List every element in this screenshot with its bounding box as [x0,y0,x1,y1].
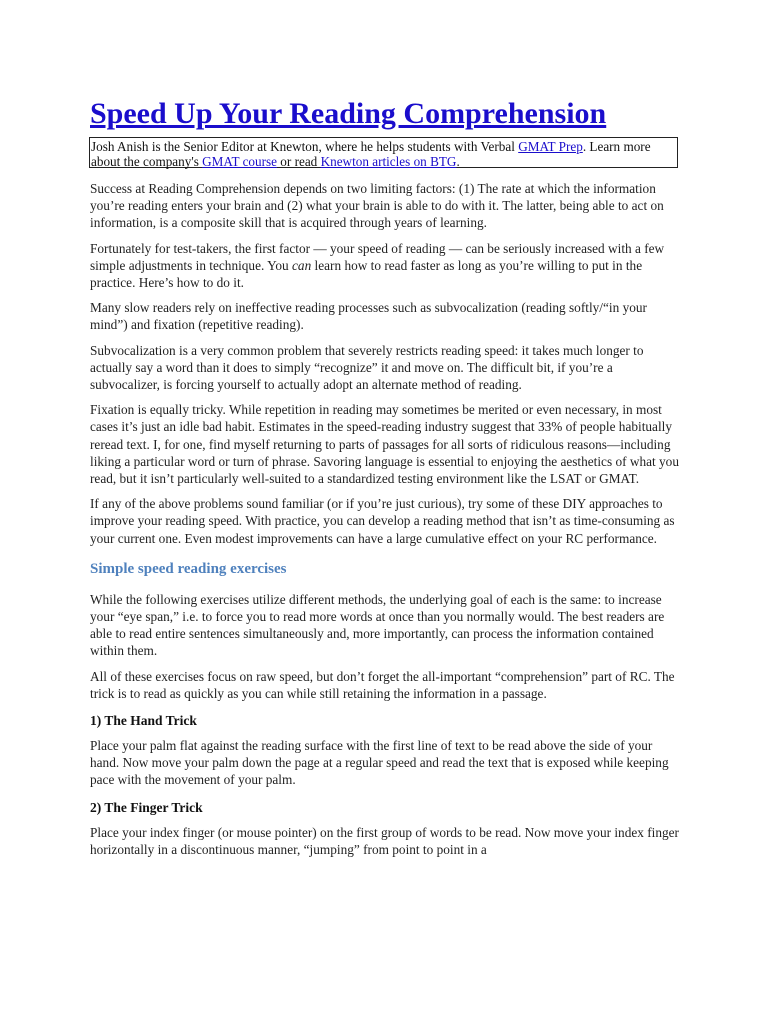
exercise-2-heading: 2) The Finger Trick [90,799,203,815]
paragraph-factor [90,240,682,292]
bio-text-1: Josh Anish is the Senior Editor at Knewton, where he helps students with Verbal [91,139,519,154]
section-heading: Simple speed reading exercises [90,560,287,577]
bio-text-3: or read [277,154,321,169]
paragraph-exercises-goal: While the following exercises utilize different methods, the underlying goal of each is the same: to increase your “eye span,” i.e. to force you to read more words at once than you normally would. The best readers are able to read entire sentences simultaneously and, more importantly, can process the information contained within them. [90,591,665,659]
paragraph-raw-speed: All of these exercises focus on raw speed, but don’t forget the all-important “comprehension” part of RC. The trick is to read as quickly as you can while still retaining the information in a passage. [90,668,675,701]
paragraph-fixation: Fixation is equally tricky. While repetition in reading may sometimes be merited or even necessary, in most cases it’s just an idle bad habit. Estimates in the speed-reading industry suggest that 33% of people habitually reread text. I, for one, find myself returning to parts of passages for all sorts of ridiculous reasons—including liking a particular word or turn of phrase. Savoring language is essential to enjoying the aesthetics of what you read, but it isn’t particularly well-suited to a standardized testing environment like the LSAT or GMAT. [90,402,679,487]
paragraph-factor-b: learn how to read faster as long as you’re willing to put in the practice. Here’s how to do it. [90,257,643,291]
exercise-2-text: Place your index finger (or mouse pointer) on the first group of words to be read. Now move your index finger horizontally in a discontinuous manner, “jumping” from point to point in a [90,824,679,857]
paragraph-factor-emphasis: can [292,257,312,273]
knewton-articles-link[interactable]: Knewton articles on BTG [320,154,457,169]
exercise-1-text: Place your palm flat against the reading surface with the first line of text to be read above the side of your hand. Now move your palm down the page at a regular speed and read the text that is exposed while keeping pace with the movement of your palm. [90,738,669,788]
paragraph-intro: Success at Reading Comprehension depends on two limiting factors: (1) The rate at which the information you’re reading enters your brain and (2) what your brain is able to do with it. The latter, being able to act on information, is a composite skill that is acquired through years of learning. [90,181,664,231]
author-bio-box [89,137,678,168]
paragraph-slow-readers: Many slow readers rely on ineffective reading processes such as subvocalization (reading softly/“in your mind”) and fixation (repetitive reading). [90,300,647,333]
exercise-1-heading: 1) The Hand Trick [90,713,197,729]
paragraph-diy: If any of the above problems sound familiar (or if you’re just curious), try some of these DIY approaches to improve your reading speed. With practice, you can develop a reading method that isn’t as time-consuming as your current one. Even modest improvements can have a large cumulative effect on your RC performance. [90,496,675,546]
article-body [90,180,682,866]
gmat-course-link[interactable]: GMAT course [202,154,277,169]
bio-text-4: . [456,154,460,169]
paragraph-subvocalization: Subvocalization is a very common problem that severely restricts reading speed: it takes much longer to actually say a word than it does to simply “recognize” it and move on. The difficult bit, if you’re a subvocalizer, is forcing yourself to actually adopt an alternate method of reading. [90,342,644,393]
bio-text-2: . Learn more about the company's [91,139,651,169]
paragraph-factor-a: Fortunately for test-takers, the first factor — your speed of reading — can be seriously increased with a few simple adjustments in technique. You [90,240,665,273]
page-title[interactable]: Speed Up Your Reading Comprehension [90,97,607,130]
gmat-prep-link[interactable]: GMAT Prep [518,139,583,154]
